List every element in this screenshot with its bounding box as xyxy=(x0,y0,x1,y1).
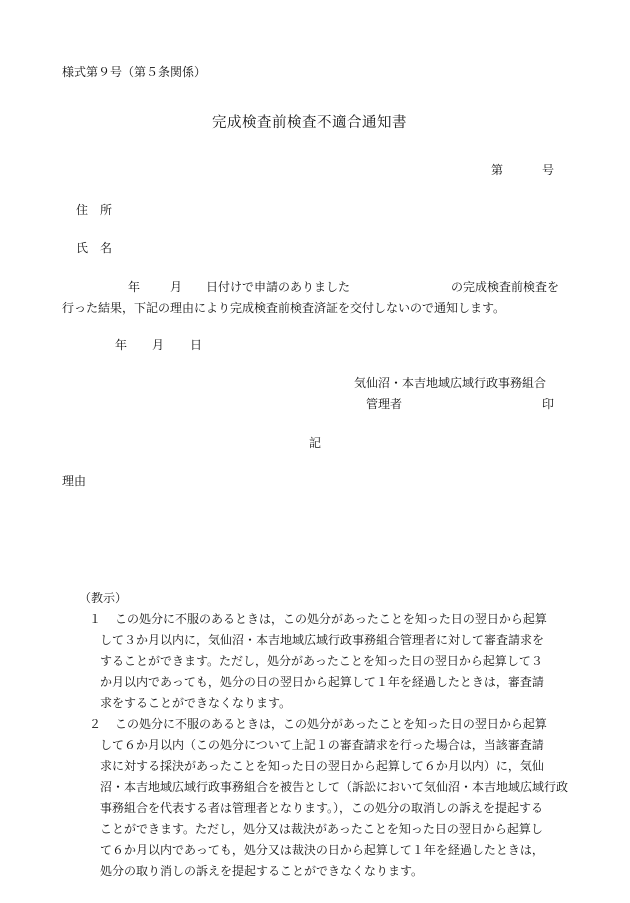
notice-item-1-number: １ xyxy=(89,612,102,626)
body-month: 月 xyxy=(170,280,183,294)
notice-item-2-line: この処分に不服のあるときは，この処分があったことを知った日の翌日から起算 xyxy=(115,717,547,731)
number-prefix: 第 xyxy=(491,163,504,177)
notice-item-1-line: して３か月以内に，気仙沼・本吉地域広域行政事務組合管理者に対して審査請求を xyxy=(100,633,545,647)
ki-heading: 記 xyxy=(309,436,322,450)
seal-mark: 印 xyxy=(542,397,555,411)
name-label: 氏 名 xyxy=(76,241,113,255)
issue-year: 年 xyxy=(115,338,128,352)
issue-day: 日 xyxy=(190,338,203,352)
notice-item-2-line: 処分の取り消しの訴えを提起することができなくなります。 xyxy=(100,864,424,878)
issuer-organization: 気仙沼・本吉地域広域行政事務組合 xyxy=(354,376,547,390)
issuer-role: 管理者 xyxy=(366,397,403,411)
notice-item-1-line: 求をすることができなくなります。 xyxy=(100,696,292,710)
reason-label: 理由 xyxy=(62,474,87,488)
body-date-text: 日付けで申請のありました xyxy=(206,280,351,294)
body-year: 年 xyxy=(128,280,141,294)
document-title: 完成検査前検査不適合通知書 xyxy=(212,115,407,131)
body-object-text: の完成検査前検査を xyxy=(451,280,560,294)
notice-item-2-line: ことができます。ただし，処分又は裁決があったことを知った日の翌日から起算し xyxy=(100,822,543,836)
issue-month: 月 xyxy=(152,338,165,352)
notice-item-1-line: この処分に不服のあるときは，この処分があったことを知った日の翌日から起算 xyxy=(115,612,547,626)
address-label: 住 所 xyxy=(76,203,113,217)
form-label: 様式第９号（第５条関係） xyxy=(62,65,207,79)
notice-item-2-line: て６か月以内であっても，処分又は裁決の日から起算して１年を経過したときは， xyxy=(100,843,544,857)
notice-item-2-line: 求に対する採決があったことを知った日の翌日から起算して６か月以内）に，気仙 xyxy=(100,759,544,773)
notice-item-1-line: か月以内であっても，処分の日の翌日から起算して１年を経過したときは，審査請 xyxy=(100,675,544,689)
notice-item-2-line: 沼・本吉地域広域行政事務組合を被告として（訴訟において気仙沼・本吉地域広域行政 xyxy=(100,780,569,794)
notice-item-2-line: して６か月以内（この処分について上記１の審査請求を行った場合は，当該審査請 xyxy=(100,738,544,752)
notice-item-2-line: 事務組合を代表する者は管理者となります。），この処分の取消しの訴えを提起する xyxy=(100,801,544,815)
notice-item-2-number: ２ xyxy=(89,717,102,731)
notice-heading: （教示） xyxy=(79,591,128,605)
body-line-2: 行った結果，下記の理由により完成検査前検査済証を交付しないので通知します。 xyxy=(62,301,506,315)
notice-item-1-line: することができます。ただし，処分があったことを知った日の翌日から起算して３ xyxy=(100,654,543,668)
number-suffix: 号 xyxy=(542,163,555,177)
